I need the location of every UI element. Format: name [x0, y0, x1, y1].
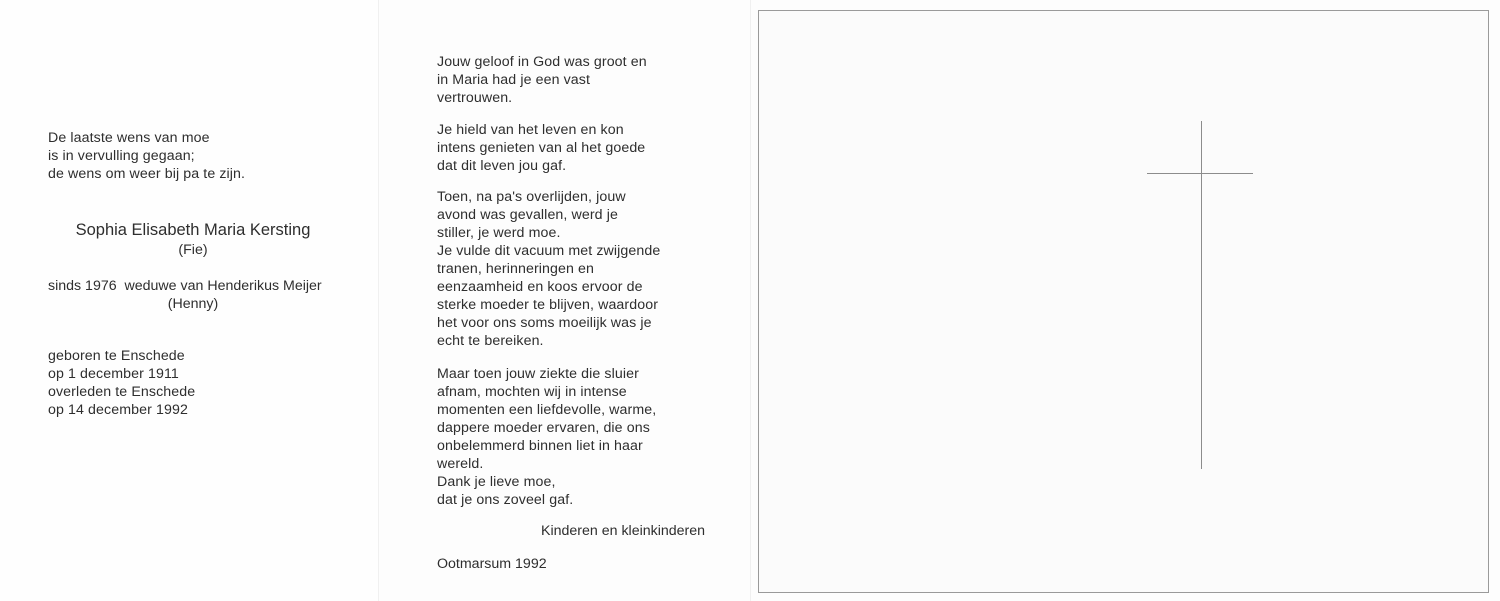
poem-stanza-2: Je hield van het leven en kon intens genieten van al het goede dat dit leven jou gaf. — [437, 122, 646, 174]
poem-stanza-4: Maar toen jouw ziekte die sluier afnam, mochten wij in intense momenten een liefdevolle, warme, dappere moeder ervaren, die ons onbelemmerd binnen liet in haar wereld. Dank je lieve moe, dat je ons zoveel gaf. — [437, 366, 657, 508]
fold-line — [750, 0, 751, 601]
right-panel-frame — [758, 10, 1489, 593]
place-year: Ootmarsum 1992 — [437, 556, 547, 572]
deceased-name: Sophia Elisabeth Maria Kersting — [75, 221, 311, 239]
birth-death-dates: geboren te Enschede op 1 december 1911 overleden te Enschede op 14 december 1992 — [48, 348, 196, 418]
poem-stanza-1: Jouw geloof in God was groot en in Maria had je een vast vertrouwen. — [437, 54, 647, 106]
widow-line: sinds 1976 weduwe van Henderikus Meijer — [48, 278, 322, 294]
cross-horizontal-bar — [1147, 173, 1253, 174]
poem-stanza-3: Toen, na pa's overlijden, jouw avond was gevallen, werd je stiller, je werd moe. Je vulde dit vacuum met zwijgende tranen, herinneringen en eenzaamheid en koos ervoor de sterke moeder te blijven, waardoor het voor ons soms moeilijk was je echt te bereiken. — [437, 189, 661, 349]
husband-nickname: (Henny) — [167, 296, 219, 312]
deceased-nickname: (Fie) — [178, 242, 208, 258]
opening-verse: De laatste wens van moe is in vervulling gegaan; de wens om weer bij pa te zijn. — [48, 130, 246, 182]
signature: Kinderen en kleinkinderen — [541, 523, 706, 539]
